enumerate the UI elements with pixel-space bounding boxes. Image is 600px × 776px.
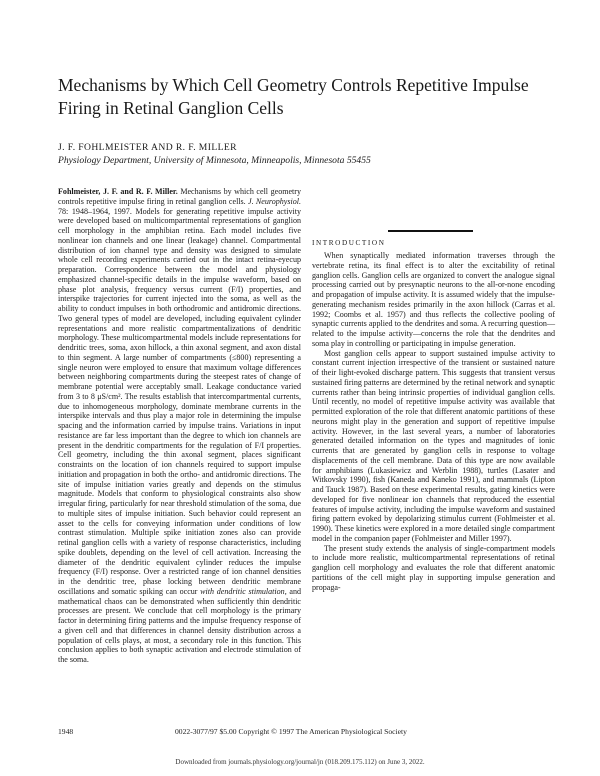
intro-paragraph: The present study extends the analysis of single-compartment models to include more realistic, multicompartmental representations of retinal ganglion cell morphology and evaluates the role that different anatomic partitions of the cell might play in supporting impulse generation and propaga- bbox=[312, 543, 555, 592]
citation-title: Mechanisms by which cell geometry controls repetitive impulse firing in retinal ganglion cells. bbox=[58, 187, 301, 206]
copyright-line: 0022-3077/97 $5.00 Copyright © 1997 The American Physiological Society bbox=[175, 727, 407, 736]
intro-paragraph: When synaptically mediated information traverses through the vertebrate retina, its final effect is to alter the excitability of retinal ganglion cells. Ganglion cells are organized to convert the analogue signal processing carried out by presynaptic neurons to the all-or-none encoding and propagation of impulse activity. It is assumed widely that the impulse-generating mechanism resides primarily in the axon hillock (Carras et al. 1992; Coombs et al. 1957) and thus reflects the collective pooling of synaptic currents applied to the dendrites and soma. A recurring question—related to the impulse activity—concerns the role that the dendrites and soma play in controlling or participating in impulse generation. bbox=[312, 251, 555, 348]
section-divider bbox=[388, 230, 473, 232]
abstract-column bbox=[58, 187, 301, 665]
journal-name: J. Neurophysiol. bbox=[248, 196, 301, 206]
abstract-text-2: , and mathematical chaos can be demonstrated when sufficiently thin dendritic processes are present. We conclude that cell morphology is the primary factor in determining firing patterns and the impulse frequency response of a given cell and that differences in channel density distribution across a population of cells plays, at most, a secondary role in this function. This conclusion applies to both synaptic activation and electrode stimulation of the soma. bbox=[58, 586, 302, 664]
page-number: 1948 bbox=[58, 727, 74, 736]
citation-authors: Fohlmeister, J. F. and R. F. Miller. bbox=[58, 187, 178, 196]
abstract-italic-phrase: with dendritic stimulation bbox=[200, 586, 285, 596]
authors: J. F. FOHLMEISTER AND R. F. MILLER bbox=[58, 142, 237, 153]
intro-paragraph: Most ganglion cells appear to support sustained impulse activity to constant current injection irrespective of the transient or sustained nature of their light-evoked discharge pattern. This suggests that transient versus sustained firing patterns are determined by the retinal network and synaptic currents rather than being intrinsic properties of individual ganglion cells. Until recently, no model of repetitive impulse activity was available that permitted exploration of the role that different anatomic partitions of these neurons might play in the generation and support of repetitive impulse activity. However, in the last several years, a number of laboratories generated detailed information on the types and magnitudes of ionic currents that are generated by ganglion cells in response to voltage displacements of the cell membrane. Data of this type are now available for amphibians (Lukasiewicz and Werblin 1988), turtles (Lasater and Witkovsky 1990), fish (Kaneda and Kaneko 1991), and mammals (Lipton and Tauck 1987). Based on these experimental results, gating kinetics were developed for five nonlinear ion channels that reproduced the essential features of impulse activity, including the impulse waveform and sustained firing pattern evoked by depolarizing stimulus current (Fohlmeister et al. 1990). These kinetics were explored in a more detailed single compartment model in the companion paper (Fohlmeister and Miller 1997). bbox=[312, 348, 555, 543]
affiliation: Physiology Department, University of Minnesota, Minneapolis, Minnesota 55455 bbox=[58, 155, 371, 166]
citation-volume: 78: 1948–1964, 1997. bbox=[58, 206, 132, 216]
download-note: Downloaded from journals.physiology.org/journal/jn (018.209.175.112) on June 3, 2022. bbox=[175, 758, 425, 766]
section-heading-introduction: INTRODUCTION bbox=[312, 239, 386, 247]
abstract-text-1: Models for generating repetitive impulse activity were developed based on multicompartmental representations of ganglion cell morphology in the amphibian retina. Each model includes five nonlinear ion channels and one linear (leakage) channel. Compartmental distribution of ion channel type and density was designed to simulate whole cell recording experiments carried out in the intact retina-eyecup preparation. Correspondence between the model and physiology emphasized channel-specific details in the impulse waveform, based on phase plot analysis, frequency versus current (F/I) properties, and interspike trajectories for current injected into the soma, as well as the ability to conduct impulses in both orthodromic and antidromic directions. Two general types of model are developed, including equivalent cylinder representations and more realistic compartmentalizations of dendritic morphology. These multicompartmental models include representations for dendritic trees, soma, axon hillock, a thin axonal segment, and axon distal to thin segment. A large number of compartments (≤800) representing a single neuron were employed to ensure that maximum voltage differences between neighboring compartments during the steepest rates of change of membrane potential were acceptably small. Leakage conductance varied from 3 to 8 μS/cm². The results establish that intercompartmental currents, due to inhomogeneous morphology, dominate membrane currents in the interspike intervals and thus play a major role in determining the impulse spacing and the information carried by impulse trains. Variations in input resistance are far less important than the degree to which ion channels are present in the dendritic compartments for the regulation of F/I properties. Cell geometry, including the thin axonal segment, places significant constraints on the location of ion channels required to support impulse initiation and propagation in both the ortho- and antidromic directions. The site of impulse initiation varies greatly and depends on the stimulus magnitude. Models that conform to physiological constraints also show irregular firing, particularly for near threshold stimulation of the soma, due to multiple sites of impulse initiation. Such behavior could represent an asset to the cells for conveying information under conditions of low contrast stimulation. Multiple spike initiation zones also can provide retinal ganglion cells with a variety of response characteristics, including spike doublets, depending on the level of cell activation. Increasing the diameter of the dendritic equivalent cylinder reduces the impulse frequency (F/I) response. Over a restricted range of ion channel densities in the dendritic tree, phase locking between dendritic membrane oscillations and somatic spiking can occur bbox=[58, 206, 301, 596]
introduction-column bbox=[312, 251, 555, 592]
article-title: Mechanisms by Which Cell Geometry Controls Repetitive Impulse Firing in Retinal Ganglion Cells bbox=[58, 75, 529, 118]
abstract bbox=[58, 187, 301, 665]
